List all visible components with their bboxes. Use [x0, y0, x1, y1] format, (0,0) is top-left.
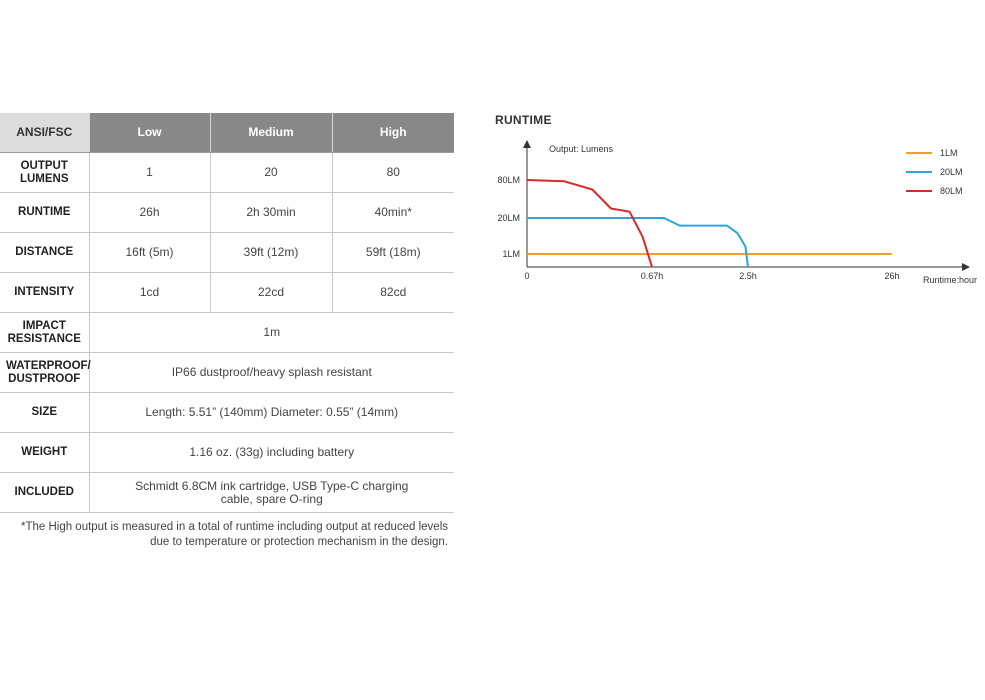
row-weight [0, 433, 454, 473]
row-label: RUNTIME [0, 193, 89, 233]
y-tick-label: 80LM [497, 175, 520, 185]
cell-value: 1.16 oz. (33g) including battery [89, 433, 454, 473]
spec-table-header [0, 113, 454, 153]
footnote-line: *The High output is measured in a total of runtime including output at reduced levels [20, 521, 448, 533]
cell-low: 16ft (5m) [89, 233, 210, 273]
x-tick-label: 2.5h [739, 271, 757, 281]
header-mode-high: High [332, 113, 454, 153]
row-label: IMPACT RESISTANCE [0, 313, 89, 353]
cell-value: Schmidt 6.8CM ink cartridge, USB Type-C charging cable, spare O-ring [89, 473, 454, 513]
header-mode-low: Low [89, 113, 210, 153]
cell-medium: 39ft (12m) [210, 233, 332, 273]
row-distance [0, 233, 454, 273]
row-runtime [0, 193, 454, 233]
row-size [0, 393, 454, 433]
chart-axes [497, 140, 977, 285]
y-tick-label: 1LM [502, 249, 520, 259]
footnote [10, 520, 448, 550]
row-included [0, 473, 454, 513]
row-intensity [0, 273, 454, 313]
spec-table [0, 113, 454, 513]
row-output-lumens [0, 153, 454, 193]
y-tick-label: 20LM [497, 213, 520, 223]
cell-high: 59ft (18m) [332, 233, 454, 273]
cell-low: 26h [89, 193, 210, 233]
x-axis-arrow [962, 263, 970, 271]
runtime-chart [480, 130, 980, 300]
x-tick-label: 26h [884, 271, 900, 281]
y-axis-label: Output: Lumens [549, 144, 614, 154]
y-axis-arrow [523, 140, 531, 148]
row-label: INCLUDED [0, 473, 89, 513]
header-mode-medium: Medium [210, 113, 332, 153]
legend-label: 20LM [940, 167, 963, 177]
x-tick-label: 0 [524, 271, 530, 281]
chart-title: RUNTIME [495, 113, 552, 127]
x-axis-label: Runtime:hour [923, 275, 978, 285]
cell-medium: 20 [210, 153, 332, 193]
cell-value: Length: 5.51” (140mm) Diameter: 0.55” (14mm) [89, 393, 454, 433]
row-label: INTENSITY [0, 273, 89, 313]
legend-label: 1LM [940, 148, 958, 158]
cell-high: 80 [332, 153, 454, 193]
cell-high: 82cd [332, 273, 454, 313]
cell-low: 1 [89, 153, 210, 193]
cell-medium: 2h 30min [210, 193, 332, 233]
cell-value: 1m [89, 313, 454, 353]
row-waterproof [0, 353, 454, 393]
cell-medium: 22cd [210, 273, 332, 313]
legend-label: 80LM [940, 186, 963, 196]
footnote-line: due to temperature or protection mechanism in the design. [150, 536, 448, 548]
cell-value: IP66 dustproof/heavy splash resistant [89, 353, 454, 393]
row-label: WATERPROOF/ DUSTPROOF [0, 353, 89, 393]
chart-legend [906, 148, 963, 196]
row-label: WEIGHT [0, 433, 89, 473]
row-label: DISTANCE [0, 233, 89, 273]
x-tick-label: 0.67h [640, 271, 664, 281]
cell-low: 1cd [89, 273, 210, 313]
row-impact-resistance [0, 313, 454, 353]
header-corner: ANSI/FSC [0, 113, 89, 153]
row-label: SIZE [0, 393, 89, 433]
cell-high: 40min* [332, 193, 454, 233]
row-label: OUTPUT LUMENS [0, 153, 89, 193]
chart-series [527, 180, 892, 267]
